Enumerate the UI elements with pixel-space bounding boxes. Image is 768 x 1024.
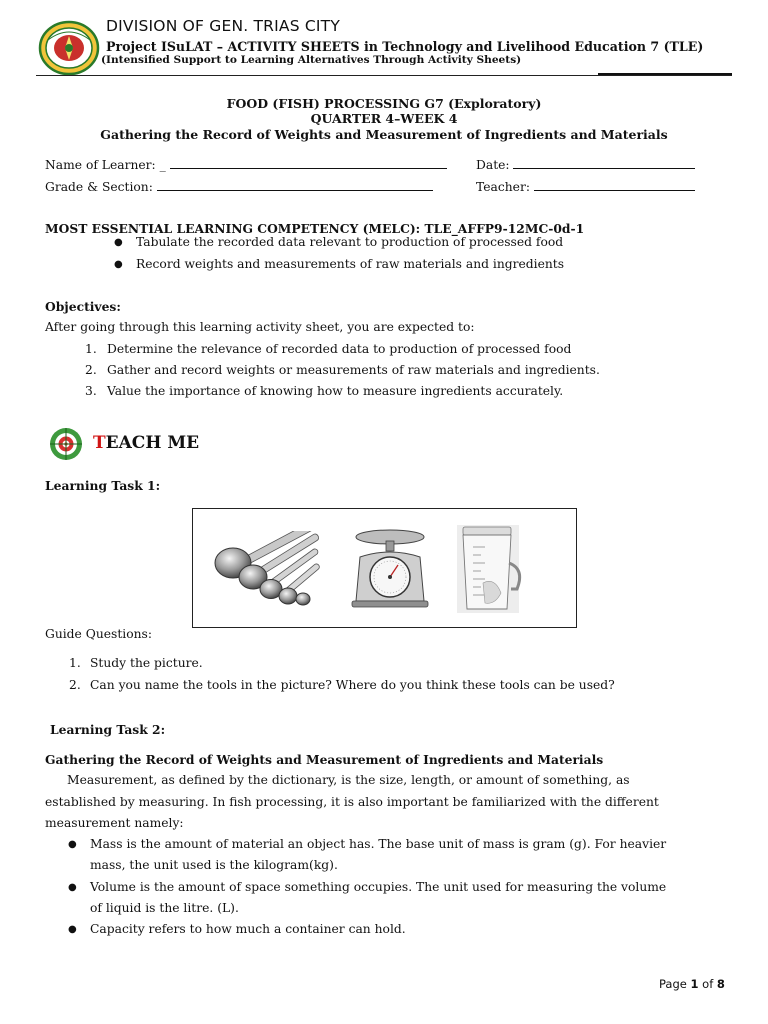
project-subtitle: (Intensified Support to Learning Alternatives Through Activity Sheets) <box>101 54 522 66</box>
objective-item: Gather and record weights or measurements of raw materials and ingredients. <box>107 363 600 377</box>
school-division-seal-icon <box>38 20 100 76</box>
learner-name-label: Name of Learner: _ <box>45 158 166 172</box>
teacher-line[interactable] <box>534 179 695 191</box>
objective-number: 2. <box>85 363 97 377</box>
date-label: Date: <box>476 158 510 172</box>
mass-definition-line: Mass is the amount of material an object has. The base unit of mass is gram (g). For heavier <box>90 837 667 851</box>
objectives-intro: After going through this learning activity sheet, you are expected to: <box>45 320 475 334</box>
teacher-label: Teacher: <box>476 180 530 194</box>
task2-heading: Learning Task 2: <box>50 722 166 737</box>
volume-definition-line: Volume is the amount of space something occupies. The unit used for measuring the volume <box>90 880 667 894</box>
melc-item: Tabulate the recorded data relevant to production of processed food <box>136 235 564 249</box>
melc-item: Record weights and measurements of raw materials and ingredients <box>136 257 565 271</box>
target-icon <box>47 426 85 462</box>
teach-me-heading <box>93 433 199 453</box>
question-number: 1. <box>69 656 81 670</box>
bullet-icon: ● <box>114 259 123 270</box>
lesson-title: Gathering the Record of Weights and Measurement of Ingredients and Materials <box>100 127 668 142</box>
teach-me-first-letter: T <box>93 433 106 453</box>
paragraph-line: established by measuring. In fish processing, it is also important be familiarized with the different <box>45 795 659 809</box>
grade-section-line[interactable] <box>157 179 433 191</box>
date-line[interactable] <box>513 157 695 169</box>
grade-section-field[interactable] <box>45 179 433 194</box>
objective-item: Determine the relevance of recorded data to production of processed food <box>107 342 572 356</box>
subject-title: FOOD (FISH) PROCESSING G7 (Exploratory) <box>226 96 542 111</box>
volume-definition-line: of liquid is the litre. (L). <box>90 901 239 915</box>
task2-subheading: Gathering the Record of Weights and Measurement of Ingredients and Materials <box>45 752 604 767</box>
question-number: 2. <box>69 678 81 692</box>
guide-questions-heading: Guide Questions: <box>45 627 152 641</box>
page-word: Page <box>659 977 687 991</box>
learner-name-field[interactable] <box>45 157 447 172</box>
bullet-icon: ● <box>68 882 77 893</box>
page-current: 1 <box>690 977 699 991</box>
capacity-definition-line: Capacity refers to how much a container can hold. <box>90 922 406 936</box>
bullet-icon: ● <box>68 839 77 850</box>
task1-heading: Learning Task 1: <box>45 478 161 493</box>
header-divider-accent <box>598 73 732 75</box>
page-of: of <box>702 977 714 991</box>
measuring-cup-icon <box>451 523 531 615</box>
division-name: DIVISION OF GEN. TRIAS CITY <box>106 17 341 35</box>
paragraph-line: Measurement, as defined by the dictionary, is the size, length, or amount of something, as <box>67 773 630 787</box>
measuring-spoons-icon <box>211 531 331 611</box>
paragraph-line: measurement namely: <box>45 816 184 830</box>
teach-me-rest: EACH ME <box>105 433 200 453</box>
tools-picture-frame <box>192 508 577 628</box>
page-number <box>659 977 725 991</box>
bullet-icon: ● <box>114 237 123 248</box>
objective-number: 3. <box>85 384 97 398</box>
quarter-week: QUARTER 4–WEEK 4 <box>310 111 458 126</box>
header-divider <box>36 75 732 76</box>
project-title: Project ISuLAT – ACTIVITY SHEETS in Technology and Livelihood Education 7 (TLE) <box>106 39 704 54</box>
teacher-field[interactable] <box>476 179 695 194</box>
melc-heading: MOST ESSENTIAL LEARNING COMPETENCY (MELC): TLE_AFFP9-12MC-0d-1 <box>45 221 585 236</box>
grade-section-label: Grade & Section: <box>45 180 153 194</box>
objectives-heading: Objectives: <box>45 299 121 314</box>
learner-name-line[interactable] <box>170 157 447 169</box>
page-total: 8 <box>716 977 725 991</box>
objective-item: Value the importance of knowing how to measure ingredients accurately. <box>107 384 564 398</box>
bullet-icon: ● <box>68 924 77 935</box>
mass-definition-line: mass, the unit used is the kilogram(kg). <box>90 858 338 872</box>
guide-question: Study the picture. <box>90 656 203 670</box>
date-field[interactable] <box>476 157 695 172</box>
objective-number: 1. <box>85 342 97 356</box>
guide-question: Can you name the tools in the picture? Where do you think these tools can be used? <box>90 678 615 692</box>
weighing-scale-icon <box>346 527 432 613</box>
